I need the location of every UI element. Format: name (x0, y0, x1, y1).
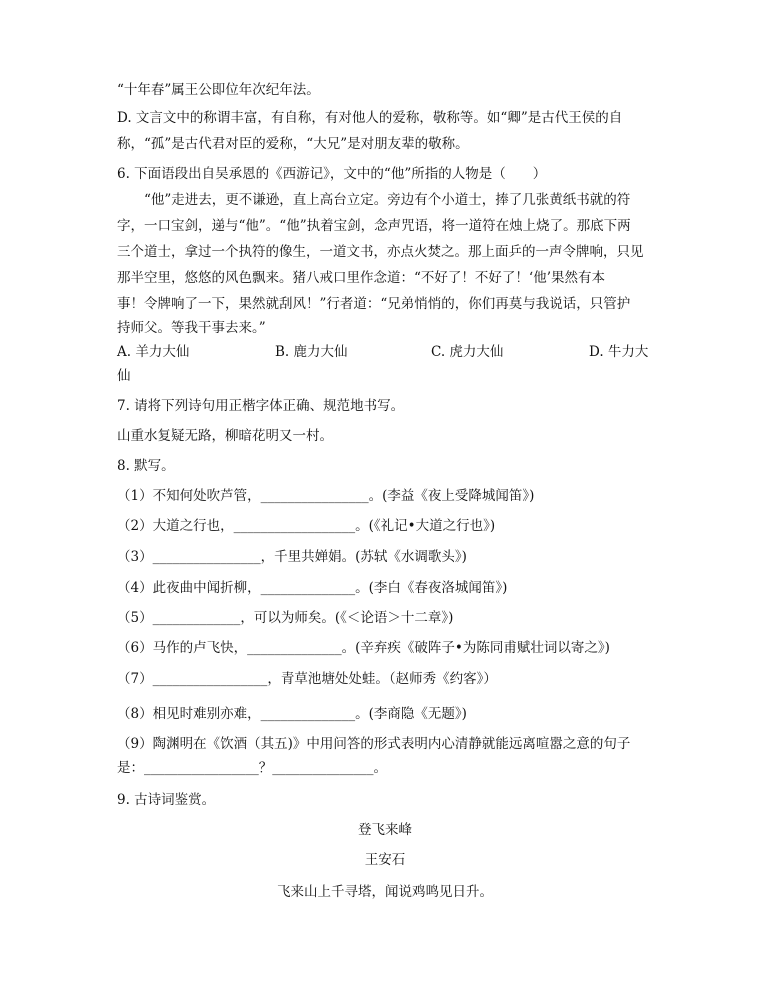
poem-line: 山重水复疑无路，柳暗花明又一村。 (117, 428, 333, 444)
question-7-stem: 7. 请将下列诗句用正楷字体正确、规范地书写。 (117, 398, 405, 414)
question-9-stem: 9. 古诗词鉴赏。 (117, 792, 216, 808)
dictation-item: （8）相见时难别亦难，______________。(李商隐《无题》) (117, 706, 467, 722)
text-line: D. 文言文中的称谓丰富，有自称，有对他人的爱称，敬称等。如“卿”是古代王侯的自 (117, 110, 623, 126)
text-line: “十年春”属王公即位年次纪年法。 (117, 82, 320, 98)
option-a[interactable]: A. 羊力大仙 (117, 344, 190, 360)
question-8-stem: 8. 默写。 (117, 458, 175, 474)
dictation-item: 是：_________________？_______________。 (117, 760, 387, 776)
dictation-item: （5）_____________，可以为师矣。(《＜论语＞十二章》) (117, 610, 454, 626)
question-6-options (117, 342, 657, 362)
option-c[interactable]: C. 虎力大仙 (431, 344, 504, 360)
dictation-item: （2）大道之行也，__________________。(《礼记•大道之行也》) (117, 518, 496, 534)
poem-author: 王安石 (364, 852, 406, 868)
dictation-item: （7）_________________，青草池塘处处蛙。（赵师秀《约客》） (117, 671, 497, 687)
passage-line: 事！令牌响了一下，果然就刮风！”行者道：“兄弟悄悄的，你们再莫与我说话，只管护 (117, 296, 631, 312)
dictation-item: （1）不知何处吹芦管，________________。(李益《夜上受降城闻笛》) (117, 488, 535, 504)
option-d-wrap: 仙 (117, 368, 131, 384)
passage-line: 字，一口宝剑，递与“他”。“他”执着宝剑，念声咒语，将一道符在烛上烧了。那底下两 (117, 218, 631, 234)
dictation-item: （4）此夜曲中闻折柳，______________。(李白《春夜洛城闻笛》) (117, 580, 508, 596)
poem-verse: 飞来山上千寻塔，闻说鸡鸣见日升。 (277, 884, 493, 900)
passage-line: 那半空里，悠悠的风色飘来。猪八戒口里作念道：“不好了！不好了！‘他’果然有本 (117, 270, 605, 286)
dictation-item: （9）陶渊明在《饮酒（其五)》中用问答的形式表明内心清静就能远离喧嚣之意的句子 (117, 736, 631, 752)
dictation-item: （3）________________，千里共婵娟。(苏轼《水调歌头》) (117, 549, 467, 565)
question-6-stem: 6. 下面语段出自吴承恩的《西游记》，文中的“他”所指的人物是（ ） (117, 166, 547, 182)
poem-title: 登飞来峰 (358, 822, 412, 838)
passage-line: “他”走进去，更不谦逊，直上高台立定。旁边有个小道士，捧了几张黄纸书就的符 (144, 192, 631, 208)
text-line: 称，“孤”是古代君对臣的爱称，“大兄”是对朋友辈的敬称。 (117, 136, 469, 152)
option-d[interactable]: D. 牛力大 (589, 344, 649, 360)
passage-line: 持师父。等我干事去来。” (117, 320, 266, 336)
dictation-item: （6）马作的卢飞快，______________。(辛弃疾《破阵子•为陈同甫赋壮词以寄之》) (117, 640, 610, 656)
passage-line: 三个道士，拿过一个执符的像生，一道文书，亦点火焚之。那上面乒的一声令牌响，只见 (117, 244, 644, 260)
option-b[interactable]: B. 鹿力大仙 (275, 344, 348, 360)
